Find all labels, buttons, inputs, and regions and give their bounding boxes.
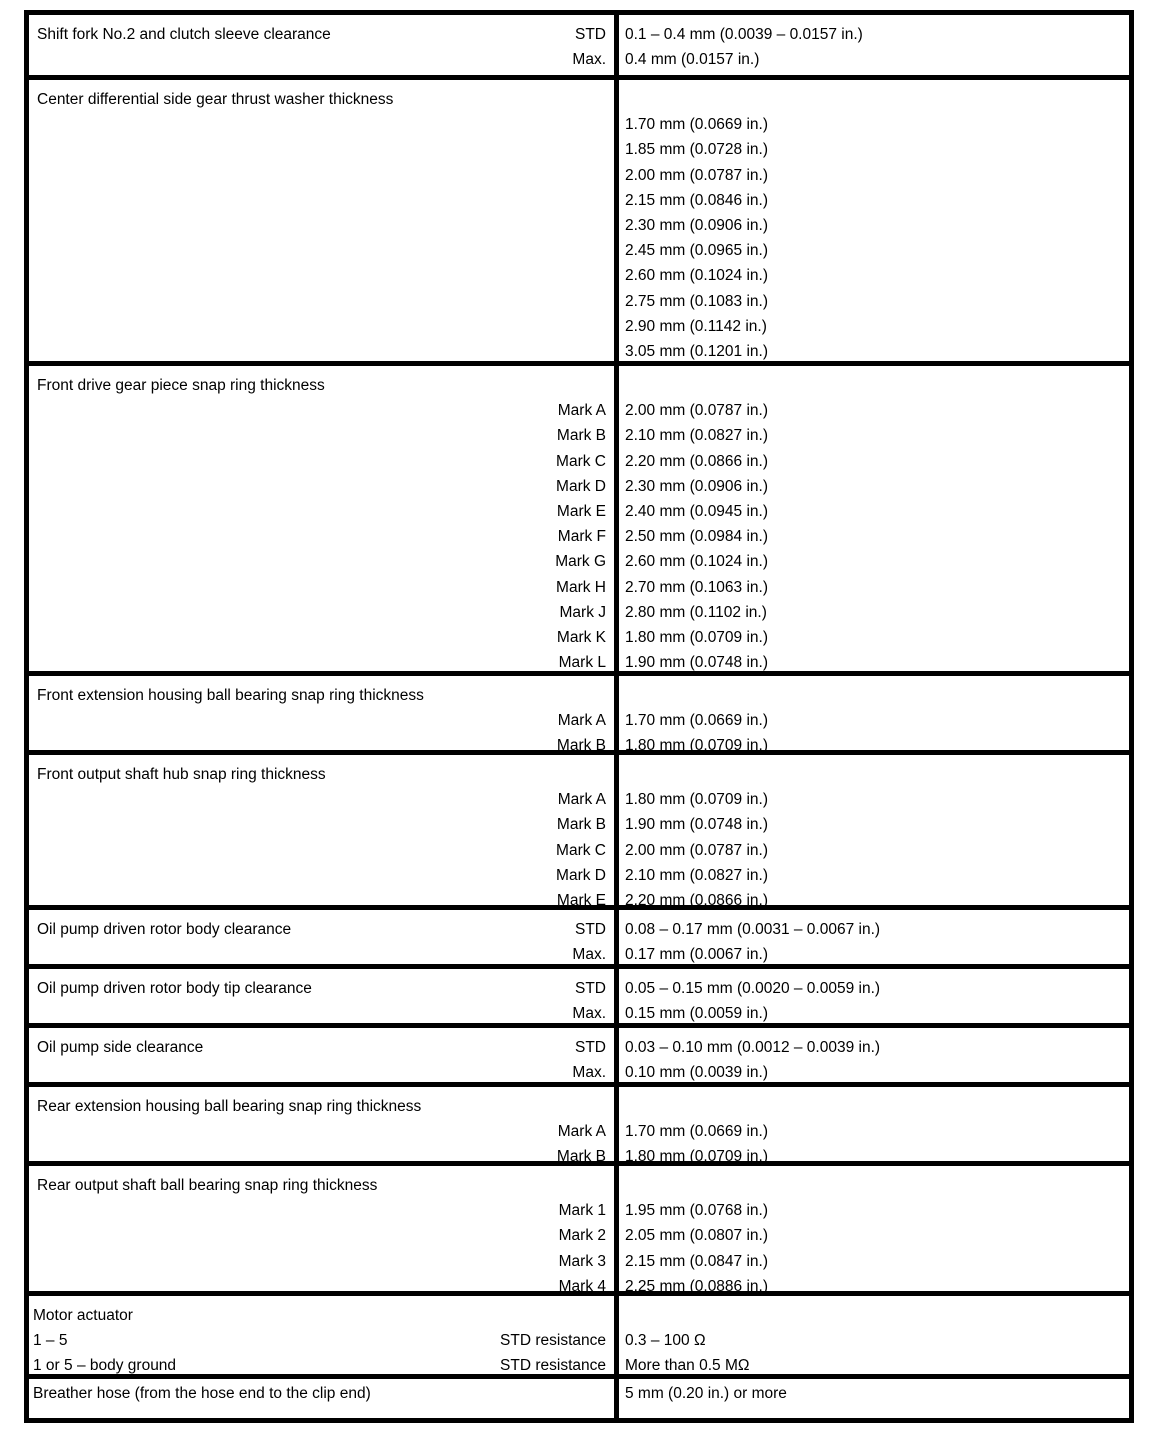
spec-row-value: 1.95 mm (0.0768 in.) — [625, 1202, 769, 1220]
spec-row-label: Mark B — [556, 737, 606, 755]
spec-section-value-cell — [619, 366, 1129, 671]
spec-row-label: Mark B — [556, 816, 606, 834]
spec-row-label: Mark A — [557, 402, 606, 420]
spec-section-rear-output-snap-ring — [29, 1166, 1129, 1295]
spec-section-value-cell — [619, 755, 1129, 909]
spec-section-label-cell — [29, 676, 614, 755]
spec-row-value: 1.90 mm (0.0748 in.) — [625, 816, 769, 834]
spec-row-label: Mark 1 — [558, 1202, 606, 1220]
spec-row-value: 2.90 mm (0.1142 in.) — [625, 317, 767, 335]
spec-section-title: Front drive gear piece snap ring thickness — [37, 377, 325, 394]
spec-row-value: 1.80 mm (0.0709 in.) — [625, 1148, 769, 1166]
spec-row-label: Mark D — [556, 477, 606, 495]
spec-row-value: 2.70 mm (0.1063 in.) — [625, 578, 769, 596]
spec-section-value-cell — [619, 676, 1129, 755]
spec-section-value-cell — [619, 1296, 1129, 1374]
spec-row-terminal: 1 – 5 — [33, 1332, 68, 1350]
spec-section-front-drive-gear-snap-ring — [29, 366, 1129, 671]
spec-row-value: More than 0.5 MΩ — [625, 1357, 750, 1375]
spec-row-value: 2.20 mm (0.0866 in.) — [625, 891, 769, 909]
spec-row-label: Mark H — [556, 578, 606, 596]
spec-row-value: 5 mm (0.20 in.) or more — [625, 1385, 787, 1402]
spec-row-value: 1.85 mm (0.0728 in.) — [625, 141, 769, 159]
spec-row-label: Mark A — [557, 791, 606, 809]
spec-row-value: 0.1 – 0.4 mm (0.0039 – 0.0157 in.) — [625, 26, 863, 43]
spec-row-value: 0.3 – 100 Ω — [625, 1332, 706, 1350]
spec-section-motor-actuator — [29, 1296, 1129, 1374]
spec-row — [33, 1328, 606, 1353]
spec-row — [37, 976, 606, 1001]
spec-section-value-cell — [619, 15, 1129, 75]
spec-section-breather-hose — [29, 1379, 1129, 1418]
spec-section-value-cell — [619, 80, 1129, 361]
spec-row-value: 2.50 mm (0.0984 in.) — [625, 528, 769, 546]
spec-row-label: STD — [575, 26, 606, 43]
spec-section-title: Oil pump driven rotor body tip clearance — [37, 980, 312, 997]
spec-row-label: Mark A — [557, 712, 606, 730]
spec-row-value: 1.70 mm (0.0669 in.) — [625, 116, 769, 134]
spec-row-label: Max. — [572, 1005, 606, 1023]
spec-row-value: 1.80 mm (0.0709 in.) — [625, 791, 769, 809]
spec-row-value: 2.15 mm (0.0847 in.) — [625, 1252, 769, 1270]
spec-row-value: 2.05 mm (0.0807 in.) — [625, 1227, 769, 1245]
spec-row-value: 2.80 mm (0.1102 in.) — [625, 603, 767, 621]
spec-row-value: 2.60 mm (0.1024 in.) — [625, 553, 769, 571]
spec-section-label-cell — [29, 80, 614, 361]
spec-row-value: 2.60 mm (0.1024 in.) — [625, 267, 769, 285]
spec-row-value: 0.08 – 0.17 mm (0.0031 – 0.0067 in.) — [625, 921, 881, 938]
spec-row-value: 2.25 mm (0.0886 in.) — [625, 1277, 769, 1295]
spec-row-value: 1.70 mm (0.0669 in.) — [625, 712, 769, 730]
spec-section-rear-extension-snap-ring — [29, 1087, 1129, 1166]
spec-row-label: STD — [575, 1039, 606, 1056]
spec-row — [37, 1035, 606, 1060]
spec-row-label: Mark A — [557, 1123, 606, 1141]
spec-row-value: 0.10 mm (0.0039 in.) — [625, 1064, 769, 1082]
spec-row-label: Mark D — [556, 866, 606, 884]
spec-section-title: Rear extension housing ball bearing snap ring thickness — [37, 1098, 422, 1115]
spec-section-oil-pump-body-clearance — [29, 910, 1129, 964]
spec-row-label: Mark G — [555, 553, 606, 571]
spec-row-value: 0.05 – 0.15 mm (0.0020 – 0.0059 in.) — [625, 980, 881, 997]
spec-row-value: 0.03 – 0.10 mm (0.0012 – 0.0039 in.) — [625, 1039, 881, 1056]
spec-row-value: 2.45 mm (0.0965 in.) — [625, 242, 769, 260]
spec-row-label: Mark E — [556, 502, 606, 520]
spec-row-label: STD — [575, 921, 606, 938]
spec-section-title: Oil pump driven rotor body clearance — [37, 921, 292, 938]
spec-section-label-cell — [29, 755, 614, 909]
spec-row — [33, 1353, 606, 1378]
spec-section-label-cell — [29, 1296, 614, 1374]
spec-row-label: Mark E — [556, 891, 606, 909]
spec-row-label: Mark B — [556, 427, 606, 445]
spec-row-value: 0.15 mm (0.0059 in.) — [625, 1005, 769, 1023]
spec-row-value: 2.00 mm (0.0787 in.) — [625, 841, 769, 859]
spec-section-shift-fork-clearance — [29, 15, 1129, 75]
spec-row-terminal: 1 or 5 – body ground — [33, 1357, 177, 1375]
spec-row-value: 1.90 mm (0.0748 in.) — [625, 654, 769, 672]
spec-section-title: Shift fork No.2 and clutch sleeve clearance — [37, 26, 331, 43]
spec-row-label: Mark 4 — [558, 1277, 606, 1295]
spec-section-title: Front extension housing ball bearing snap ring thickness — [37, 687, 424, 704]
spec-table — [24, 10, 1134, 1423]
spec-section-front-output-hub-snap-ring — [29, 755, 1129, 909]
spec-row-label: Max. — [572, 51, 606, 69]
spec-row-value: 1.80 mm (0.0709 in.) — [625, 628, 769, 646]
spec-section-value-cell — [619, 969, 1129, 1023]
spec-section-title: Oil pump side clearance — [37, 1039, 204, 1056]
spec-row-value: 1.80 mm (0.0709 in.) — [625, 737, 769, 755]
spec-row — [37, 22, 606, 47]
spec-row-label: Mark F — [557, 528, 606, 546]
spec-row-label: STD resistance — [500, 1332, 606, 1350]
spec-section-title: Center differential side gear thrust washer thickness — [37, 91, 394, 108]
spec-row — [37, 917, 606, 942]
spec-row-label: STD — [575, 980, 606, 997]
spec-section-label-cell — [29, 910, 614, 964]
spec-row-label: Mark B — [556, 1148, 606, 1166]
spec-section-oil-pump-side-clearance — [29, 1028, 1129, 1082]
spec-row-label: Mark J — [559, 603, 606, 621]
spec-section-title: Breather hose (from the hose end to the clip end) — [33, 1385, 371, 1402]
spec-section-oil-pump-tip-clearance — [29, 969, 1129, 1023]
spec-section-title: Motor actuator — [33, 1307, 133, 1324]
spec-row-value: 1.70 mm (0.0669 in.) — [625, 1123, 769, 1141]
spec-row-value: 2.10 mm (0.0827 in.) — [625, 427, 769, 445]
spec-section-label-cell — [29, 366, 614, 671]
spec-row-value: 2.75 mm (0.1083 in.) — [625, 292, 769, 310]
spec-row-label: Mark L — [558, 654, 606, 672]
spec-section-front-extension-snap-ring — [29, 676, 1129, 755]
spec-row-label: Mark C — [556, 452, 606, 470]
spec-section-title: Front output shaft hub snap ring thickness — [37, 766, 326, 783]
spec-row-label: Mark 2 — [558, 1227, 606, 1245]
spec-section-title: Rear output shaft ball bearing snap ring thickness — [37, 1177, 378, 1194]
spec-row-value: 2.00 mm (0.0787 in.) — [625, 166, 769, 184]
spec-row-label: Mark 3 — [558, 1252, 606, 1270]
spec-row-value: 2.20 mm (0.0866 in.) — [625, 452, 769, 470]
spec-section-label-cell — [29, 1166, 614, 1295]
spec-section-label-cell — [29, 969, 614, 1023]
spec-row-value: 2.30 mm (0.0906 in.) — [625, 477, 769, 495]
spec-section-value-cell — [619, 910, 1129, 964]
spec-row-value: 2.30 mm (0.0906 in.) — [625, 216, 769, 234]
spec-section-value-cell — [619, 1166, 1129, 1295]
spec-section-label-cell — [29, 1087, 614, 1166]
spec-row-value: 0.4 mm (0.0157 in.) — [625, 51, 760, 69]
spec-row-value: 2.00 mm (0.0787 in.) — [625, 402, 769, 420]
spec-row-label: Max. — [572, 946, 606, 964]
spec-section-label-cell — [29, 1028, 614, 1082]
spec-row-label: STD resistance — [500, 1357, 606, 1375]
spec-section-label-cell — [29, 15, 614, 75]
spec-section-center-diff-thrust-washer — [29, 80, 1129, 361]
spec-section-label-cell — [29, 1379, 614, 1418]
spec-section-value-cell — [619, 1379, 1129, 1418]
spec-section-value-cell — [619, 1087, 1129, 1166]
spec-row-value: 2.10 mm (0.0827 in.) — [625, 866, 769, 884]
spec-row-label: Mark K — [556, 628, 606, 646]
spec-row-label: Mark C — [556, 841, 606, 859]
spec-section-value-cell — [619, 1028, 1129, 1082]
spec-row-value: 3.05 mm (0.1201 in.) — [625, 342, 769, 360]
spec-row-value: 2.15 mm (0.0846 in.) — [625, 191, 769, 209]
spec-row-value: 2.40 mm (0.0945 in.) — [625, 502, 769, 520]
spec-row-label: Max. — [572, 1064, 606, 1082]
spec-row-value: 0.17 mm (0.0067 in.) — [625, 946, 769, 964]
